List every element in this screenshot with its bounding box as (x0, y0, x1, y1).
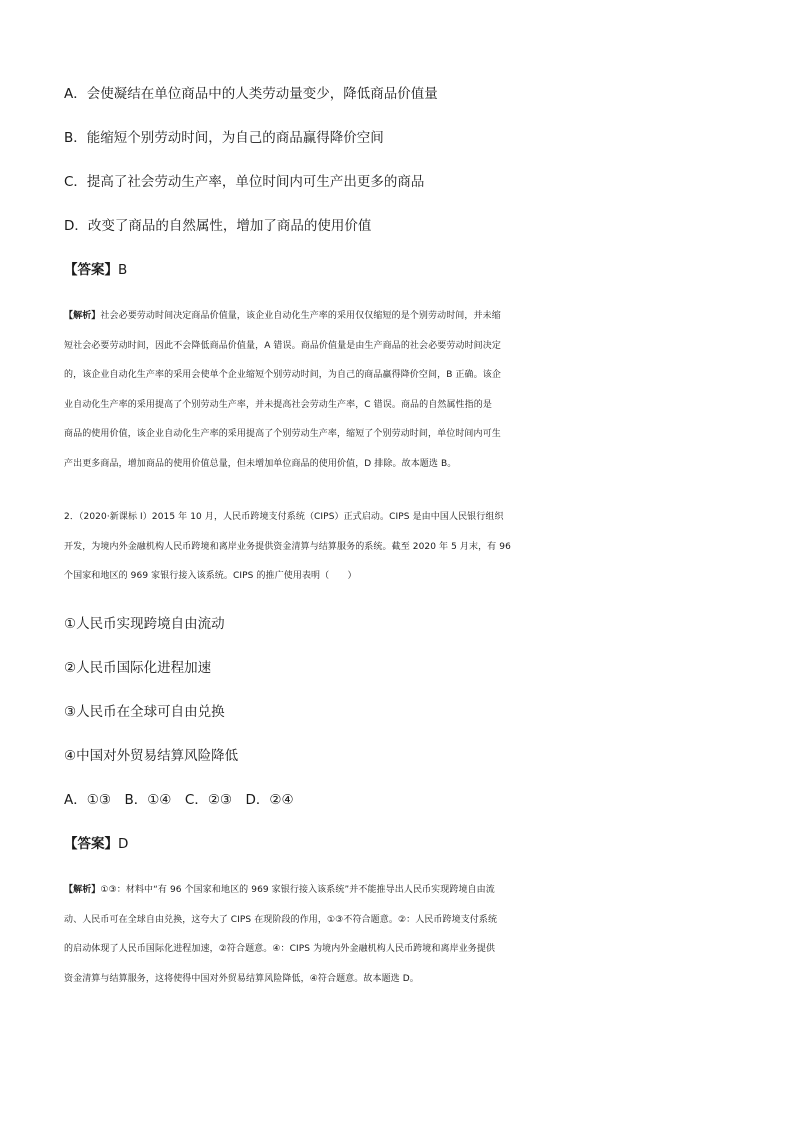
q2-item-1: ①人民币实现跨境自由流动 (64, 616, 225, 632)
q1-option-c: C．提高了社会劳动生产率，单位时间内可生产出更多的商品 (64, 174, 425, 190)
q2-analysis-line: 的启动体现了人民币国际化进程加速，②符合题意。④：CIPS 为境内外金融机构人民币跨境和离岸业务提供 (64, 944, 496, 954)
q2-stem (64, 503, 734, 592)
q2-analysis-tag: 【解析】 (64, 885, 101, 895)
q2-analysis-line: 动、人民币可在全球自由兑换，这夸大了 CIPS 在现阶段的作用，①③不符合题意。②：人民币跨境支付系统 (64, 914, 498, 925)
q2-item-3: ③人民币在全球可自由兑换 (64, 704, 225, 720)
q1-analysis-line (64, 302, 734, 332)
q2-answer-value: D (118, 836, 129, 852)
q2-choices: A．①③ B．①④ C．②③ D．②④ (64, 792, 294, 808)
q1-analysis-line: 商品的使用价值，该企业自动化生产率的采用提高了个别劳动生产率，缩短了个别劳动时间，单位时间内可生 (64, 429, 501, 439)
q1-answer-value: B (118, 262, 128, 278)
q1-analysis-text: 社会必要劳动时间决定商品价值量，该企业自动化生产率的采用仅仅缩短的是个别劳动时间，并未缩 (100, 311, 501, 321)
q1-analysis-tag: 【解析】 (64, 311, 101, 321)
q1-analysis (64, 302, 734, 479)
q2-analysis-line: 资金清算与结算服务，这将使得中国对外贸易结算风险降低，④符合题意。故本题选 D。 (64, 973, 419, 984)
q1-answer (64, 260, 127, 280)
q1-analysis-line: 产出更多商品，增加商品的使用价值总量，但未增加单位商品的使用价值，D 排除。故本题选 B。 (64, 458, 457, 469)
q2-item-4: ④中国对外贸易结算风险降低 (64, 748, 239, 764)
q1-answer-tag: 【答案】 (64, 262, 118, 278)
q2-stem-line: 开发，为境内外金融机构人民币跨境和离岸业务提供资金清算与结算服务的系统。截至 2020 年 5 月末，有 96 (64, 541, 511, 552)
q1-option-b: B．能缩短个别劳动时间，为自己的商品赢得降价空间 (64, 130, 384, 146)
q2-item-2: ②人民币国际化进程加速 (64, 660, 212, 676)
q1-analysis-line: 的，该企业自动化生产率的采用会使单个企业缩短个别劳动时间，为自己的商品赢得降价空间，B 正确。该企 (64, 370, 501, 380)
q2-analysis-line (64, 876, 734, 906)
q2-stem-line: 2．（2020·新课标 I）2015 年 10 月，人民币跨境支付系统（CIPS）正式启动。CIPS 是由中国人民银行组织 (64, 512, 504, 522)
q1-analysis-line: 短社会必要劳动时间，因此不会降低商品价值量，A 错误。商品价值量是由生产商品的社会必要劳动时间决定 (64, 340, 501, 351)
q1-option-a: A．会使凝结在单位商品中的人类劳动量变少，降低商品价值量 (64, 86, 438, 102)
q2-analysis (64, 876, 734, 994)
q2-answer (64, 834, 128, 854)
q1-analysis-line: 业自动化生产率的采用提高了个别劳动生产率，并未提高社会劳动生产率，C 错误。商品的自然属性指的是 (64, 399, 492, 410)
q2-stem-line: 个国家和地区的 969 家银行接入该系统。CIPS 的推广使用表明（ ） (64, 571, 357, 581)
q2-answer-tag: 【答案】 (64, 836, 118, 852)
q1-option-d: D．改变了商品的自然属性，增加了商品的使用价值 (64, 218, 372, 234)
q2-analysis-text: ①③：材料中“有 96 个国家和地区的 969 家银行接入该系统”并不能推导出人民币实现跨境自由流 (100, 885, 495, 895)
